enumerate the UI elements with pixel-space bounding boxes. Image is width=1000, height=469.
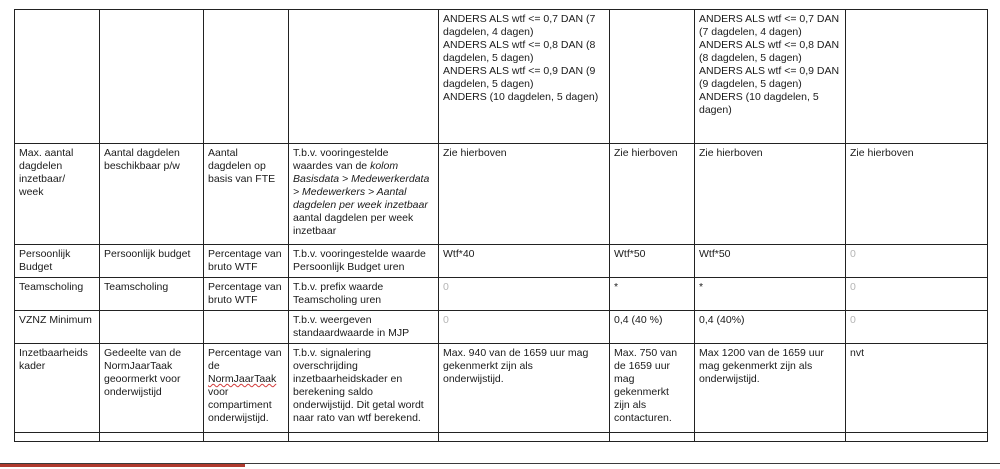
table-cell: [100, 278, 204, 311]
table-cell: [289, 10, 439, 144]
table-cell: [439, 311, 610, 344]
cell-text-line: ANDERS ALS wtf <= 0,9 DAN: [699, 65, 840, 77]
table-cell: [846, 344, 988, 433]
table-cell: [204, 311, 289, 344]
cell-text-line: 0: [850, 281, 856, 293]
cell-text-line: waardes van de kolom: [293, 160, 399, 172]
cell-text-line: gekenmerkt zijn als: [443, 360, 533, 372]
cell-text-line: Max. 940 van de 1659 uur mag: [443, 347, 589, 359]
cell-text-line: Zie hierboven: [614, 147, 678, 159]
cell-text-line: Zie hierboven: [850, 147, 914, 159]
table-cell: [439, 245, 610, 278]
table-cell: [846, 144, 988, 245]
table-cell: [846, 278, 988, 311]
table-cell: [289, 144, 439, 245]
cell-text-line: T.b.v. signalering: [293, 347, 372, 359]
cell-text-line: Max. 750 van: [614, 347, 678, 359]
table-cell: [439, 10, 610, 144]
table-cell: [289, 245, 439, 278]
cell-text-line: ANDERS (10 dagdelen, 5 dagen): [443, 91, 599, 103]
cell-text-line: (9 dagdelen, 5 dagen): [699, 78, 802, 90]
cell-text-line: ANDERS ALS wtf <= 0,8 DAN: [699, 39, 840, 51]
cell-text-line: Percentage van: [208, 347, 282, 359]
cell-text-line: 0: [443, 281, 449, 293]
cell-text-line: basis van FTE: [208, 173, 276, 185]
cell-text-line: Persoonlijk Budget uren: [293, 261, 405, 273]
table-cell: [204, 278, 289, 311]
cell-text-line: Persoonlijk: [19, 248, 71, 260]
table-row: [15, 433, 988, 442]
cell-text-line: Basisdata > Medewerkerdata: [293, 173, 430, 185]
cell-text-line: dagdelen per week inzetbaar: [293, 199, 428, 211]
cell-text-line: overschrijding: [293, 360, 358, 372]
cell-text-line: de 1659 uur: [614, 360, 671, 372]
cell-text-line: standaardwaarde in MJP: [293, 327, 410, 339]
table-cell: [846, 245, 988, 278]
table-cell: [15, 144, 100, 245]
cell-text-line: onderwijstijd. Dit getal wordt: [293, 399, 424, 411]
cell-text-line: (7 dagdelen, 4 dagen): [699, 26, 802, 38]
table-cell: [439, 144, 610, 245]
cell-text-line: Persoonlijk budget: [104, 248, 191, 260]
cell-text-line: Zie hierboven: [699, 147, 763, 159]
cell-text-line: Percentage van: [208, 281, 282, 293]
table-cell: [695, 10, 846, 144]
cell-text-line: 0: [850, 314, 856, 326]
table-cell: [204, 433, 289, 442]
table-cell: [15, 278, 100, 311]
cell-text-line: dagdelen, 5 dagen): [443, 78, 534, 90]
cell-text-line: 0: [443, 314, 449, 326]
table-row: [15, 10, 988, 144]
cell-text-line: Budget: [19, 261, 53, 273]
cell-text-line: Teamscholing: [104, 281, 169, 293]
cell-text-line: dagdelen op: [208, 160, 266, 172]
cell-text-line: NormJaarTaak: [104, 360, 173, 372]
table-cell: [204, 344, 289, 433]
cell-text-line: inzetbaarheidskader en: [293, 373, 403, 385]
table-cell: [289, 433, 439, 442]
table-cell: [695, 433, 846, 442]
cell-text-line: onderwijstijd.: [208, 412, 269, 424]
cell-text-line: Wtf*50: [699, 248, 731, 260]
table-cell: [695, 245, 846, 278]
table-cell: [100, 144, 204, 245]
table-cell: [846, 311, 988, 344]
cell-text-line: bruto WTF: [208, 294, 258, 306]
cell-text-line: *: [614, 281, 619, 293]
cell-text-line: Percentage van: [208, 248, 282, 260]
cell-text-line: T.b.v. vooringestelde: [293, 147, 389, 159]
cell-text-line: Max. aantal: [19, 147, 74, 159]
table-cell: [100, 10, 204, 144]
cell-text-line: Aantal: [208, 147, 238, 159]
table-cell: [15, 433, 100, 442]
table-cell: [289, 311, 439, 344]
cell-text-line: > Medewerkers > Aantal: [293, 186, 407, 198]
table-row: [15, 311, 988, 344]
cell-text-line: Max 1200 van de 1659 uur: [699, 347, 824, 359]
page-bottom-accent: [0, 464, 245, 467]
cell-text-line: contacturen.: [614, 412, 672, 424]
cell-text-line: Zie hierboven: [443, 147, 507, 159]
cell-text-line: T.b.v. vooringestelde waarde: [293, 248, 426, 260]
table-cell: [695, 144, 846, 245]
cell-text-line: naar rato van wtf berekend.: [293, 412, 421, 424]
cell-text-line: ANDERS ALS wtf <= 0,7 DAN: [699, 13, 840, 25]
table-cell: [439, 433, 610, 442]
cell-text-line: ANDERS ALS wtf <= 0,7 DAN (7: [443, 13, 596, 25]
table-cell: [610, 311, 695, 344]
cell-text-line: 0,4 (40 %): [614, 314, 663, 326]
cell-text-line: aantal dagdelen per week: [293, 212, 414, 224]
table-cell: [204, 144, 289, 245]
table-cell: [15, 311, 100, 344]
cell-text-line: dagdelen: [19, 160, 63, 172]
cell-text-line: ANDERS ALS wtf <= 0,8 DAN (8: [443, 39, 596, 51]
table-cell: [695, 344, 846, 433]
cell-text-line: ANDERS ALS wtf <= 0,9 DAN (9: [443, 65, 596, 77]
cell-text-line: dagdelen, 4 dagen): [443, 26, 534, 38]
cell-text-line: dagdelen, 5 dagen): [443, 52, 534, 64]
table-cell: [846, 433, 988, 442]
cell-text-line: mag: [614, 373, 635, 385]
cell-text-line: compartiment: [208, 399, 272, 411]
cell-text-line: onderwijstijd: [104, 386, 162, 398]
cell-text-line: VZNZ Minimum: [19, 314, 92, 326]
table-cell: [695, 311, 846, 344]
table-row: [15, 144, 988, 245]
cell-text-line: geoormerkt voor: [104, 373, 181, 385]
table-cell: [610, 278, 695, 311]
cell-text-line: ANDERS (10 dagdelen, 5: [699, 91, 819, 103]
cell-text-line: Inzetbaarheids: [19, 347, 88, 359]
table-cell: [439, 344, 610, 433]
table-cell: [15, 245, 100, 278]
cell-text-line: bruto WTF: [208, 261, 258, 273]
cell-text-line: inzetbaar: [293, 225, 337, 237]
cell-text-line: Teamscholing uren: [293, 294, 382, 306]
table-cell: [15, 10, 100, 144]
cell-text-line: 0: [850, 248, 856, 260]
cell-text-line: Wtf*50: [614, 248, 646, 260]
cell-text-line: dagen): [699, 104, 732, 116]
cell-text-line: Gedeelte van de: [104, 347, 182, 359]
table-row: [15, 245, 988, 278]
cell-text-line: inzetbaar/: [19, 173, 66, 185]
table-cell: [289, 344, 439, 433]
table-cell: [15, 344, 100, 433]
cell-text-line: kader: [19, 360, 46, 372]
table-cell: [204, 245, 289, 278]
table-cell: [610, 433, 695, 442]
table-cell: [289, 278, 439, 311]
cell-text-line: mag gekenmerkt zijn als: [699, 360, 813, 372]
table-row: [15, 278, 988, 311]
cell-text-line: *: [699, 281, 704, 293]
cell-text-line: week: [19, 186, 44, 198]
table-cell: [610, 344, 695, 433]
cell-text-line: Teamscholing: [19, 281, 84, 293]
cell-text-line: T.b.v. weergeven: [293, 314, 372, 326]
cell-text-line: voor: [208, 386, 229, 398]
cell-text-line: Aantal dagdelen: [104, 147, 180, 159]
cell-text-line: beschikbaar p/w: [104, 160, 180, 172]
cell-text-line: onderwijstijd.: [699, 373, 760, 385]
table-cell: [695, 278, 846, 311]
table-cell: [846, 10, 988, 144]
cell-text-line: Wtf*40: [443, 248, 475, 260]
cell-text-line: onderwijstijd.: [443, 373, 504, 385]
table-cell: [100, 311, 204, 344]
table-cell: [100, 344, 204, 433]
table-row: [15, 344, 988, 433]
table-cell: [610, 245, 695, 278]
cell-text-line: nvt: [850, 347, 865, 359]
cell-text-line: T.b.v. prefix waarde: [293, 281, 384, 293]
cell-text-line: 0,4 (40%): [699, 314, 745, 326]
cell-text-line: gekenmerkt: [614, 386, 669, 398]
table-cell: [439, 278, 610, 311]
table-cell: [100, 245, 204, 278]
cell-text-line: (8 dagdelen, 5 dagen): [699, 52, 802, 64]
cell-text-line: de: [208, 360, 220, 372]
table-cell: [204, 10, 289, 144]
table-cell: [610, 144, 695, 245]
table-cell: [100, 433, 204, 442]
document-table: [14, 9, 988, 442]
cell-text-line: zijn als: [614, 399, 647, 411]
cell-text-line: NormJaarTaak: [208, 373, 277, 385]
cell-text-line: berekening saldo: [293, 386, 373, 398]
table-cell: [610, 10, 695, 144]
